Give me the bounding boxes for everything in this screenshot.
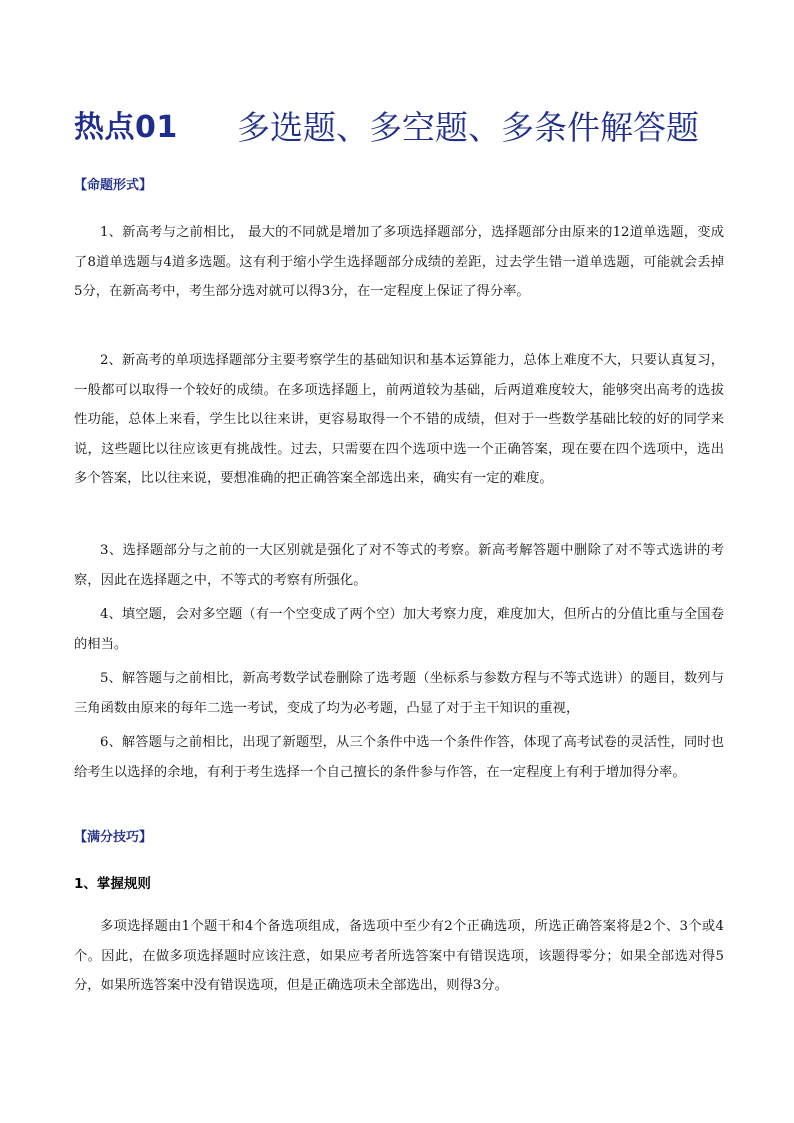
section-label-proposition-form: 【命题形式】 bbox=[74, 178, 153, 193]
paragraph-rules: 多项选择题由1个题干和4个备选项组成，备选项中至少有2个正确选项，所选正确答案将是2个、3个或4个。因此，在做多项选择题时应该注意，如果应考者所选答案中有错误选项，该题得零分；如果全部选对得5分，如果所选答案中没有错误选项，但是正确选项未全部选出，则得3分。 bbox=[74, 919, 724, 993]
subhead-master-rules: 1、掌握规则 bbox=[74, 876, 151, 892]
paragraph-4: 4、填空题，会对多空题（有一个空变成了两个空）加大考察力度，难度加大，但所占的分值比重与全国卷的相当。 bbox=[74, 607, 724, 652]
paragraph-1: 1、新高考与之前相比， 最大的不同就是增加了多项选择题部分，选择题部分由原来的12道单选题，变成了8道单选题与4道多选题。这有利于缩小学生选择题部分成绩的差距，过去学生错一道单选题，可能就会丢掉5分，在新高考中，考生部分选对就可以得3分，在一定程度上保证了得分率。 bbox=[74, 225, 724, 299]
paragraph-3: 3、选择题部分与之前的一大区别就是强化了对不等式的考察。新高考解答题中删除了对不等式选讲的考察，因此在选择题之中，不等式的考察有所强化。 bbox=[74, 543, 724, 588]
paragraph-2: 2、新高考的单项选择题部分主要考察学生的基础知识和基本运算能力，总体上难度不大，只要认真复习，一般都可以取得一个较好的成绩。在多项选择题上，前两道较为基础，后两道难度较大，能够突出高考的选拔性功能，总体上来看，学生比以往来讲，更容易取得一个不错的成绩，但对于一些数学基础比较的好的同学来说，这些题比以往应该更有挑战性。过去，只需要在四个选项中选一个正确答案，现在要在四个选项中，选出多个答案，比以往来说，要想准确的把正确答案全部选出来，确实有一定的难度。 bbox=[74, 353, 724, 486]
paragraph-5: 5、解答题与之前相比，新高考数学试卷删除了选考题（坐标系与参数方程与不等式选讲）的题目，数列与三角函数由原来的每年二选一考试，变成了均为必考题，凸显了对于主干知识的重视， bbox=[74, 671, 724, 716]
title-code: 热点01 bbox=[74, 110, 178, 145]
section-label-full-score-tips: 【满分技巧】 bbox=[74, 830, 153, 845]
document-title bbox=[74, 106, 734, 150]
title-text: 多选题、多空题、多条件解答题 bbox=[237, 108, 699, 147]
paragraph-6: 6、解答题与之前相比，出现了新题型，从三个条件中选一个条件作答，体现了高考试卷的灵活性，同时也给考生以选择的余地，有利于考生选择一个自己擅长的条件参与作答，在一定程度上有利于增加得分率。 bbox=[74, 735, 724, 780]
